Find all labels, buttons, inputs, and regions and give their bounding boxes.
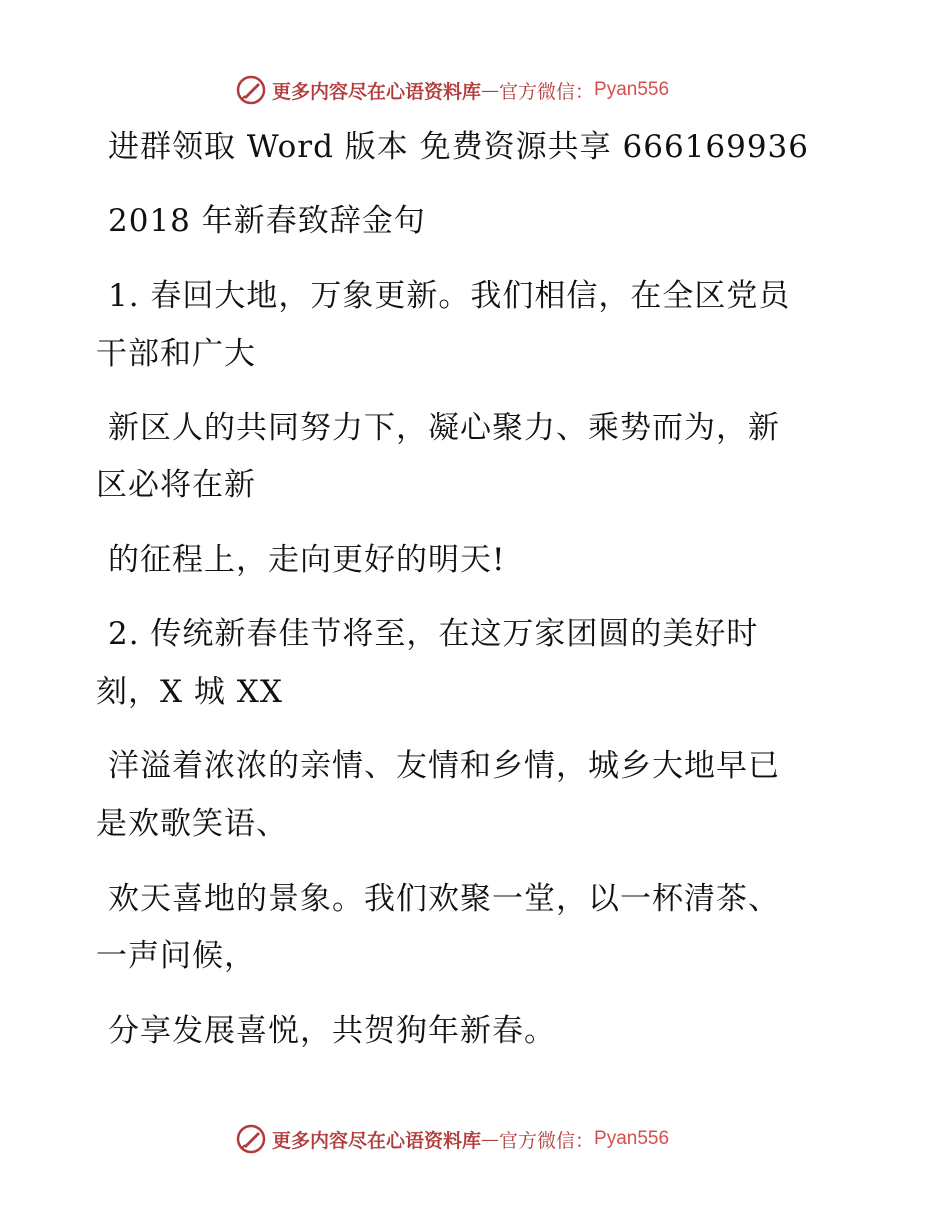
doc-line: 一声问候， [96, 938, 256, 974]
quill-logo-icon [236, 1124, 266, 1154]
banner-text: 更多内容尽在心语资料库 [272, 80, 482, 103]
doc-line: 新区人的共同努力下，凝心聚力、乘势而为，新 [108, 410, 780, 446]
doc-line: 干部和广大 [96, 336, 256, 372]
banner-dash: — [481, 1128, 500, 1150]
doc-line: 洋溢着浓浓的亲情、友情和乡情，城乡大地早已 [108, 748, 780, 784]
doc-line: 欢天喜地的景象。我们欢聚一堂，以一杯清茶、 [108, 881, 780, 917]
banner-wechat-id: Pyan556 [594, 1128, 670, 1149]
doc-line: 分享发展喜悦，共贺狗年新春。 [108, 1013, 556, 1049]
header-watermark-banner [236, 72, 669, 108]
doc-line: 是欢歌笑语、 [96, 806, 288, 842]
doc-line: 2. 传统新春佳节将至，在这万家团圆的美好时 [108, 616, 759, 652]
banner-dash: — [481, 79, 500, 101]
banner-wechat-id: Pyan556 [594, 79, 670, 100]
footer-watermark-banner [236, 1121, 669, 1157]
doc-line: 1. 春回大地，万象更新。我们相信，在全区党员 [108, 278, 791, 314]
doc-line: 刻，X 城 XX [96, 674, 283, 710]
doc-title: 2018 年新春致辞金句 [108, 203, 426, 239]
banner-contact-label: 官方微信： [499, 80, 595, 103]
doc-line: 区必将在新 [96, 467, 256, 503]
banner-text: 更多内容尽在心语资料库 [272, 1129, 482, 1152]
banner-contact-label: 官方微信： [499, 1129, 595, 1152]
quill-logo-icon [236, 75, 266, 105]
doc-line: 进群领取 Word 版本 免费资源共享 666169936 [108, 129, 810, 165]
doc-line: 的征程上，走向更好的明天! [108, 542, 506, 578]
